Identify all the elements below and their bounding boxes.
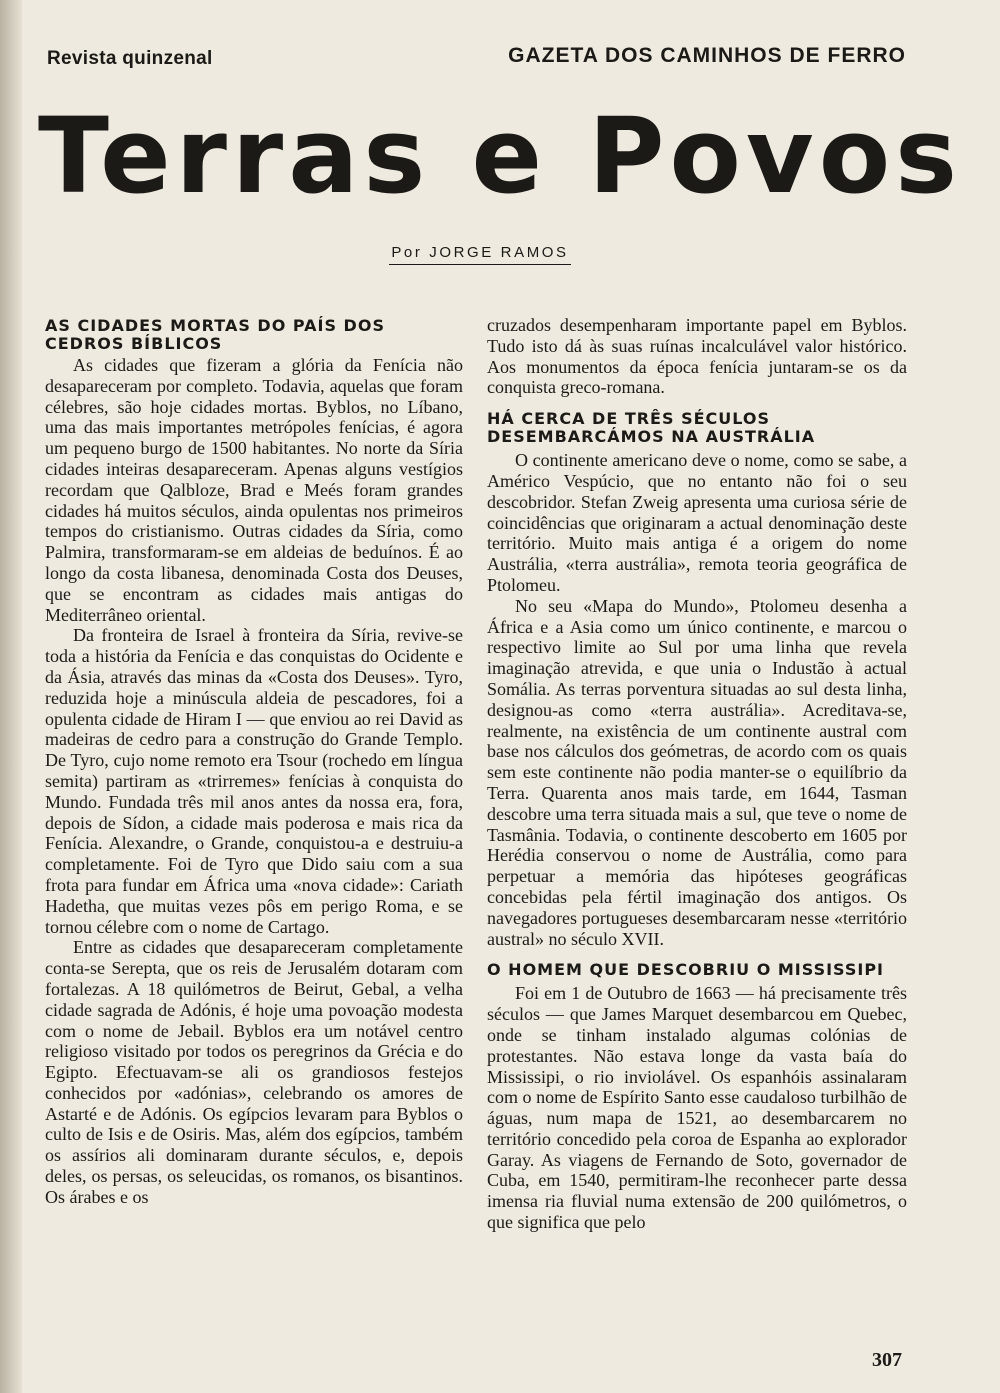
header-periodicity: Revista quinzenal: [47, 48, 213, 69]
right-column: [487, 315, 907, 1233]
article-title: Terras e Povos: [37, 95, 963, 217]
header-publication-name: GAZETA DOS CAMINHOS DE FERRO: [508, 44, 906, 67]
page-number: 307: [872, 1349, 902, 1371]
section-heading-mississippi: O HOMEM QUE DESCOBRIU O MISSISSIPI: [487, 960, 884, 980]
paragraph: Da fronteira de Israel à fronteira da Síria, revive-se toda a história da Fenícia e das conquistas do Ocidente e da Ásia, através das minas da «Costa dos Deuses». Tyro, reduzida hoje a minúscula aldeia de pescadores, foi a opulenta cidade de Hiram I — que enviou ao rei David as madeiras de cedro para a construção do Grande Templo. De Tyro, cujo nome remoto era Tsour (rochedo em língua semita) partiram as «trirremes» fenícias à conquista do Mundo. Fundada três mil anos antes da nossa era, fora, depois de Sídon, a cidade mais poderosa e mais rica da Fenícia. Alexandre, o Grande, conquistou-a e destruiu-a completamente. Foi de Tyro que Dido saiu com a sua frota para fundar em África uma «nova cidade»: Cariath Hadetha, que muitas vezes pôs em perigo Roma, e se tornou célebre com o nome de Cartago.: [45, 625, 463, 937]
paragraph: Entre as cidades que desapareceram completamente conta-se Serepta, que os reis de Jerusalém dotaram com fortalezas. A 18 quilómetros de Beirut, Gebal, a velha cidade sagrada de Adónis, é hoje uma povoação modesta com o nome de Jebail. Byblos era um notável centro religioso visitado por todos os peregrinos da Grécia e do Egipto. Efectuavam-se ali os grandiosos festejos conhecidos por «adónias», celebrando os amores de Astarté e de Adónis. Os egípcios levaram para Byblos o culto de Isis e de Osiris. Mas, além dos egípcios, também os assírios ali dominaram durante séculos, e, depois deles, os persas, os seleucidas, os romanos, os bisantinos. Os árabes e os: [45, 937, 463, 1207]
byline-text: Por JORGE RAMOS: [389, 244, 570, 265]
paragraph-continuation: cruzados desempenharam importante papel em Byblos. Tudo isto dá às suas ruínas incalculável valor histórico. Aos monumentos da época fenícia juntaram-se os da conquista greco-romana.: [487, 315, 907, 398]
paragraph: O continente americano deve o nome, como se sabe, a Américo Vespúcio, que no entanto não foi o seu descobridor. Stefan Zweig apresenta uma curiosa série de coincidências que originaram a actual denominação deste território. Muito mais antiga é a origem do nome Austrália, «terra austrália», remota teoria geográfica de Ptolomeu.: [487, 450, 907, 595]
section-heading-australia: HÁ CERCA DE TRÊS SÉCULOS DESEMBARCÁMOS NA AUSTRÁLIA: [487, 409, 816, 447]
left-column: [45, 314, 463, 1208]
section-heading-dead-cities: AS CIDADES MORTAS DO PAÍS DOS CEDROS BÍBLICOS: [45, 316, 385, 353]
paragraph: No seu «Mapa do Mundo», Ptolomeu desenha a África e a Asia como um único continente, e marcou o respectivo limite ao Sul por uma linha que revela imaginação atrevida, e que unia o Industão à actual Somália. As terras porventura situadas ao sul desta linha, designou-as como «terra austrália». Acreditava-se, realmente, na existência de um continente austral com base nos cálculos dos geómetras, de acordo com os quais sem este continente não podia manter-se o equilíbrio da Terra. Quarenta anos mais tarde, em 1644, Tasman descobre uma terra situada mais a sul, que teve o nome de Tasmânia. Todavia, o continente descoberto em 1605 por Herédia conservou o nome de Austrália, como para perpetuar a memória das hipóteses geográficas concebidas pela fértil imaginação dos antigos. Os navegadores portugueses desembarcaram nesse «território austral» no século XVII.: [487, 595, 907, 949]
paragraph: Foi em 1 de Outubro de 1663 — há precisamente três séculos — que James Marquet desembarcou em Quebec, onde se tinham instalado algumas colónias de protestantes. Não estava longe da vasta baía do Mississipi, o rio inviolável. Os espanhóis assinalaram com o nome de Espírito Santo esse caudaloso turbilhão de águas, num mapa de 1521, ao desembarcarem no território concedido pela coroa de Espanha ao explorador Garay. As viagens de Fernando de Soto, governador de Cuba, em 1540, permitiram-lhe reconhecer parte dessa imensa ria fluvial numa extensão de 200 quilómetros, o que significa que pelo: [487, 983, 907, 1233]
paragraph: As cidades que fizeram a glória da Fenícia não desapareceram por completo. Todavia, aquelas que foram célebres, são hoje cidades mortas. Byblos, no Líbano, uma das mais importantes metrópoles fenícias, é agora um pequeno burgo de 1500 habitantes. No norte da Síria cidades inteiras desapareceram. Apenas alguns vestígios recordam que Qalbloze, Brad e Meés foram grandes cidades há muitos séculos, ainda opulentas nos primeiros tempos do cristianismo. Outras cidades da Síria, como Palmira, transformaram-se em aldeias de beduínos. É ao longo da costa libanesa, denominada Costa dos Deuses, que se encontram as cidades mais antigas do Mediterrâneo oriental.: [45, 355, 463, 625]
byline: [0, 244, 960, 261]
